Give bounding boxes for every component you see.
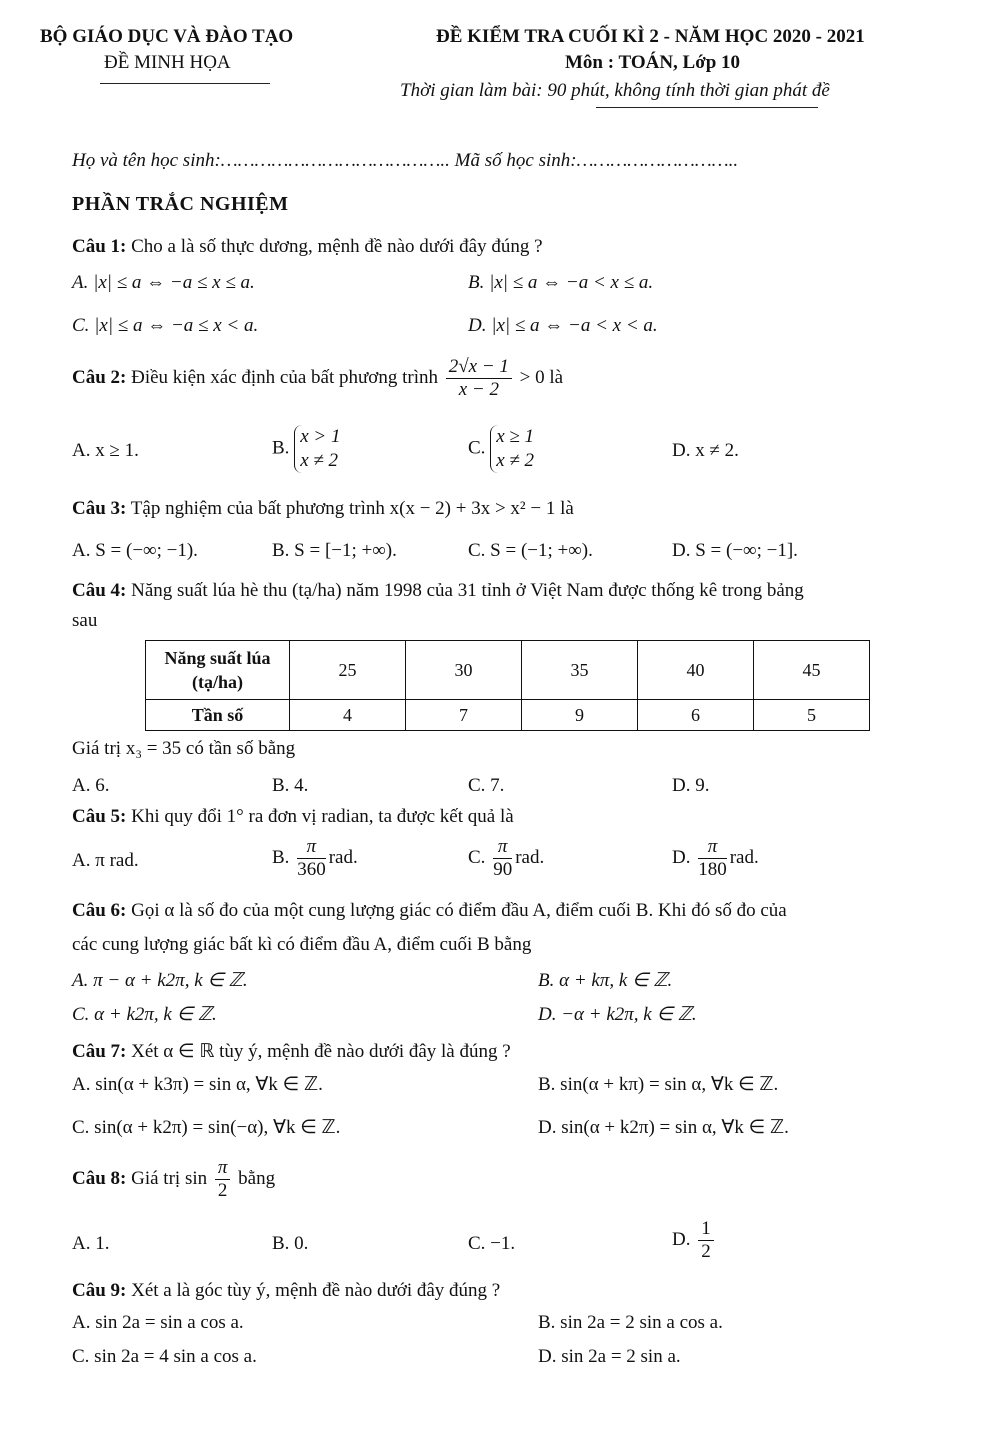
q6-option-b: B. α + kπ, k ∈ ℤ. — [538, 970, 673, 991]
q2-numerator: 2√x − 1 — [446, 356, 512, 379]
table-cell: 6 — [638, 700, 754, 731]
table-cell: 4 — [290, 700, 406, 731]
q8-d-num: 1 — [698, 1218, 714, 1241]
q8-option-c: C. −1. — [468, 1233, 516, 1254]
q6-option-a: A. π − α + k2π, k ∈ ℤ. — [72, 970, 248, 991]
q5-option-c-letter: C. — [468, 846, 486, 868]
q6-option-c: C. α + k2π, k ∈ ℤ. — [72, 1004, 217, 1025]
q5-option-c — [468, 836, 544, 881]
q3-option-d: D. S = (−∞; −1]. — [672, 540, 798, 561]
table-cell: 9 — [522, 700, 638, 731]
question-3 — [72, 498, 574, 520]
q2-c-line2: x ≠ 2 — [496, 450, 535, 471]
question-2-text: Điều kiện xác định của bất phương trình — [131, 366, 438, 388]
q5-option-a: A. π rad. — [72, 850, 139, 871]
q5-c-fraction — [493, 836, 512, 881]
table-cell: 35 — [522, 641, 638, 700]
q8-option-b: B. 0. — [272, 1233, 309, 1254]
question-8-text: Giá trị sin — [131, 1167, 208, 1189]
q6-option-d: D. −α + k2π, k ∈ ℤ. — [538, 1004, 697, 1025]
q1-option-d: D. |x| ≤ a ⇔ −a < x < a. — [468, 315, 658, 336]
q8-denominator: 2 — [217, 1180, 228, 1201]
q8-numerator: π — [215, 1157, 231, 1180]
yield-frequency-table — [145, 640, 870, 731]
q5-option-d — [672, 836, 759, 881]
q1-option-c: C. |x| ≤ a ⇔ −a ≤ x < a. — [72, 315, 259, 336]
q7-option-a: A. sin(α + k3π) = sin α, ∀k ∈ ℤ. — [72, 1074, 323, 1095]
q7-option-c: C. sin(α + k2π) = sin(−α), ∀k ∈ ℤ. — [72, 1117, 341, 1138]
question-6-text: Gọi α là số đo của một cung lượng giác có điểm đầu A, điểm cuối B. Khi đó số đo của — [131, 900, 787, 921]
q4-question: Giá trị x₃ = 35 có tần số bằng — [72, 738, 296, 759]
q2-fraction — [446, 356, 512, 401]
q2-option-b — [272, 425, 340, 473]
table-header-yield: Năng suất lúa (tạ/ha) — [146, 641, 290, 700]
q1-option-a: A. |x| ≤ a ⇔ −a ≤ x ≤ a. — [72, 272, 255, 293]
q2-option-a: A. x ≥ 1. — [72, 440, 139, 461]
question-9 — [72, 1280, 500, 1302]
q8-fraction — [215, 1157, 231, 1202]
question-7-text: Xét α ∈ ℝ tùy ý, mệnh đề nào dưới đây là đúng ? — [131, 1041, 511, 1062]
q1-option-b: B. |x| ≤ a ⇔ −a < x ≤ a. — [468, 272, 654, 293]
q5-d-den: 180 — [698, 859, 727, 880]
exam-subtitle: ĐỀ MINH HỌA — [104, 52, 231, 73]
exam-subject: Môn : TOÁN, Lớp 10 — [565, 52, 741, 73]
student-info-line: Họ và tên học sinh:………………………………….. Mã số học sinh:……………………….. — [72, 150, 739, 171]
question-1-text: Cho a là số thực dương, mệnh đề nào dưới đây đúng ? — [131, 236, 543, 257]
question-4 — [72, 580, 804, 602]
q5-option-d-letter: D. — [672, 846, 691, 868]
table-cell: 45 — [754, 641, 870, 700]
question-7 — [72, 1040, 511, 1063]
table-cell: 25 — [290, 641, 406, 700]
question-4-text: Năng suất lúa hè thu (tạ/ha) năm 1998 của 31 tỉnh ở Việt Nam được thống kê trong bảng — [131, 580, 804, 601]
q2-option-c — [468, 425, 534, 473]
question-1 — [72, 236, 543, 258]
q5-d-unit: rad. — [729, 846, 759, 868]
q5-d-fraction — [698, 836, 727, 881]
question-8-label: Câu 8: — [72, 1167, 127, 1189]
question-6 — [72, 900, 787, 922]
q4-option-a: A. 6. — [72, 775, 110, 796]
q2-option-c-system — [490, 425, 534, 473]
q2-option-b-system — [294, 425, 340, 473]
q8-d-den: 2 — [701, 1241, 711, 1262]
subtitle-underline — [100, 83, 270, 84]
q2-option-c-letter: C. — [468, 437, 486, 459]
table-cell: 30 — [406, 641, 522, 700]
question-6-label: Câu 6: — [72, 900, 127, 921]
q9-option-d: D. sin 2a = 2 sin a. — [538, 1346, 681, 1367]
q2-denominator: x − 2 — [458, 379, 499, 400]
ministry-name: BỘ GIÁO DỤC VÀ ĐÀO TẠO — [40, 26, 294, 47]
exam-title: ĐỀ KIỂM TRA CUỐI KÌ 2 - NĂM HỌC 2020 - 2021 — [436, 26, 865, 47]
table-cell: 7 — [406, 700, 522, 731]
q2-b-line2: x ≠ 2 — [300, 450, 339, 471]
question-3-text: Tập nghiệm của bất phương trình x(x − 2) + 3x > x² − 1 là — [130, 498, 574, 519]
table-row — [146, 641, 870, 700]
q2-option-d: D. x ≠ 2. — [672, 440, 739, 461]
q5-option-b-letter: B. — [272, 846, 290, 868]
q5-b-fraction — [297, 836, 326, 881]
question-5-text: Khi quy đổi 1° ra đơn vị radian, ta được kết quả là — [131, 806, 514, 827]
question-7-label: Câu 7: — [72, 1041, 127, 1062]
question-6-text-cont: các cung lượng giác bất kì có điểm đầu A, điểm cuối B bằng — [72, 934, 532, 955]
q3-option-a: A. S = (−∞; −1). — [72, 540, 198, 561]
q5-c-den: 90 — [493, 859, 513, 880]
table-header-frequency: Tần số — [146, 700, 290, 731]
q4-option-b: B. 4. — [272, 775, 309, 796]
q2-tail: > 0 là — [519, 366, 564, 388]
q2-c-line1: x ≥ 1 — [496, 426, 535, 447]
q5-b-den: 360 — [297, 859, 326, 880]
q2-option-b-letter: B. — [272, 437, 290, 459]
q8-d-fraction — [698, 1218, 714, 1263]
question-4-text-cont: sau — [72, 610, 98, 631]
exam-time: Thời gian làm bài: 90 phút, không tính thời gian phát đề — [400, 80, 830, 101]
q7-option-b: B. sin(α + kπ) = sin α, ∀k ∈ ℤ. — [538, 1074, 779, 1095]
q4-option-c: C. 7. — [468, 775, 505, 796]
question-5-label: Câu 5: — [72, 806, 127, 827]
question-3-label: Câu 3: — [72, 498, 127, 519]
q5-d-num: π — [698, 836, 727, 859]
q9-option-c: C. sin 2a = 4 sin a cos a. — [72, 1346, 257, 1367]
q4-option-d: D. 9. — [672, 775, 710, 796]
q9-option-b: B. sin 2a = 2 sin a cos a. — [538, 1312, 723, 1333]
table-cell: 5 — [754, 700, 870, 731]
q8-tail: bằng — [238, 1167, 276, 1189]
q8-option-d — [672, 1218, 717, 1263]
q3-option-c: C. S = (−1; +∞). — [468, 540, 593, 561]
section-title: PHẦN TRẮC NGHIỆM — [72, 193, 289, 215]
question-2 — [72, 356, 563, 401]
q2-b-line1: x > 1 — [300, 426, 341, 447]
q5-c-unit: rad. — [515, 846, 545, 868]
question-1-label: Câu 1: — [72, 236, 127, 257]
q5-b-num: π — [297, 836, 326, 859]
question-9-label: Câu 9: — [72, 1280, 127, 1301]
time-underline — [596, 107, 818, 108]
q8-option-d-letter: D. — [672, 1228, 691, 1250]
q5-b-unit: rad. — [328, 846, 358, 868]
q5-c-num: π — [493, 836, 512, 859]
q7-option-d: D. sin(α + k2π) = sin α, ∀k ∈ ℤ. — [538, 1117, 789, 1138]
q5-option-b — [272, 836, 358, 881]
question-2-label: Câu 2: — [72, 366, 127, 388]
q3-option-b: B. S = [−1; +∞). — [272, 540, 397, 561]
q8-option-a: A. 1. — [72, 1233, 110, 1254]
question-5 — [72, 806, 514, 828]
question-8 — [72, 1157, 275, 1202]
q9-option-a: A. sin 2a = sin a cos a. — [72, 1312, 244, 1333]
question-9-text: Xét a là góc tùy ý, mệnh đề nào dưới đây đúng ? — [131, 1280, 501, 1301]
question-4-label: Câu 4: — [72, 580, 127, 601]
table-row — [146, 700, 870, 731]
table-cell: 40 — [638, 641, 754, 700]
